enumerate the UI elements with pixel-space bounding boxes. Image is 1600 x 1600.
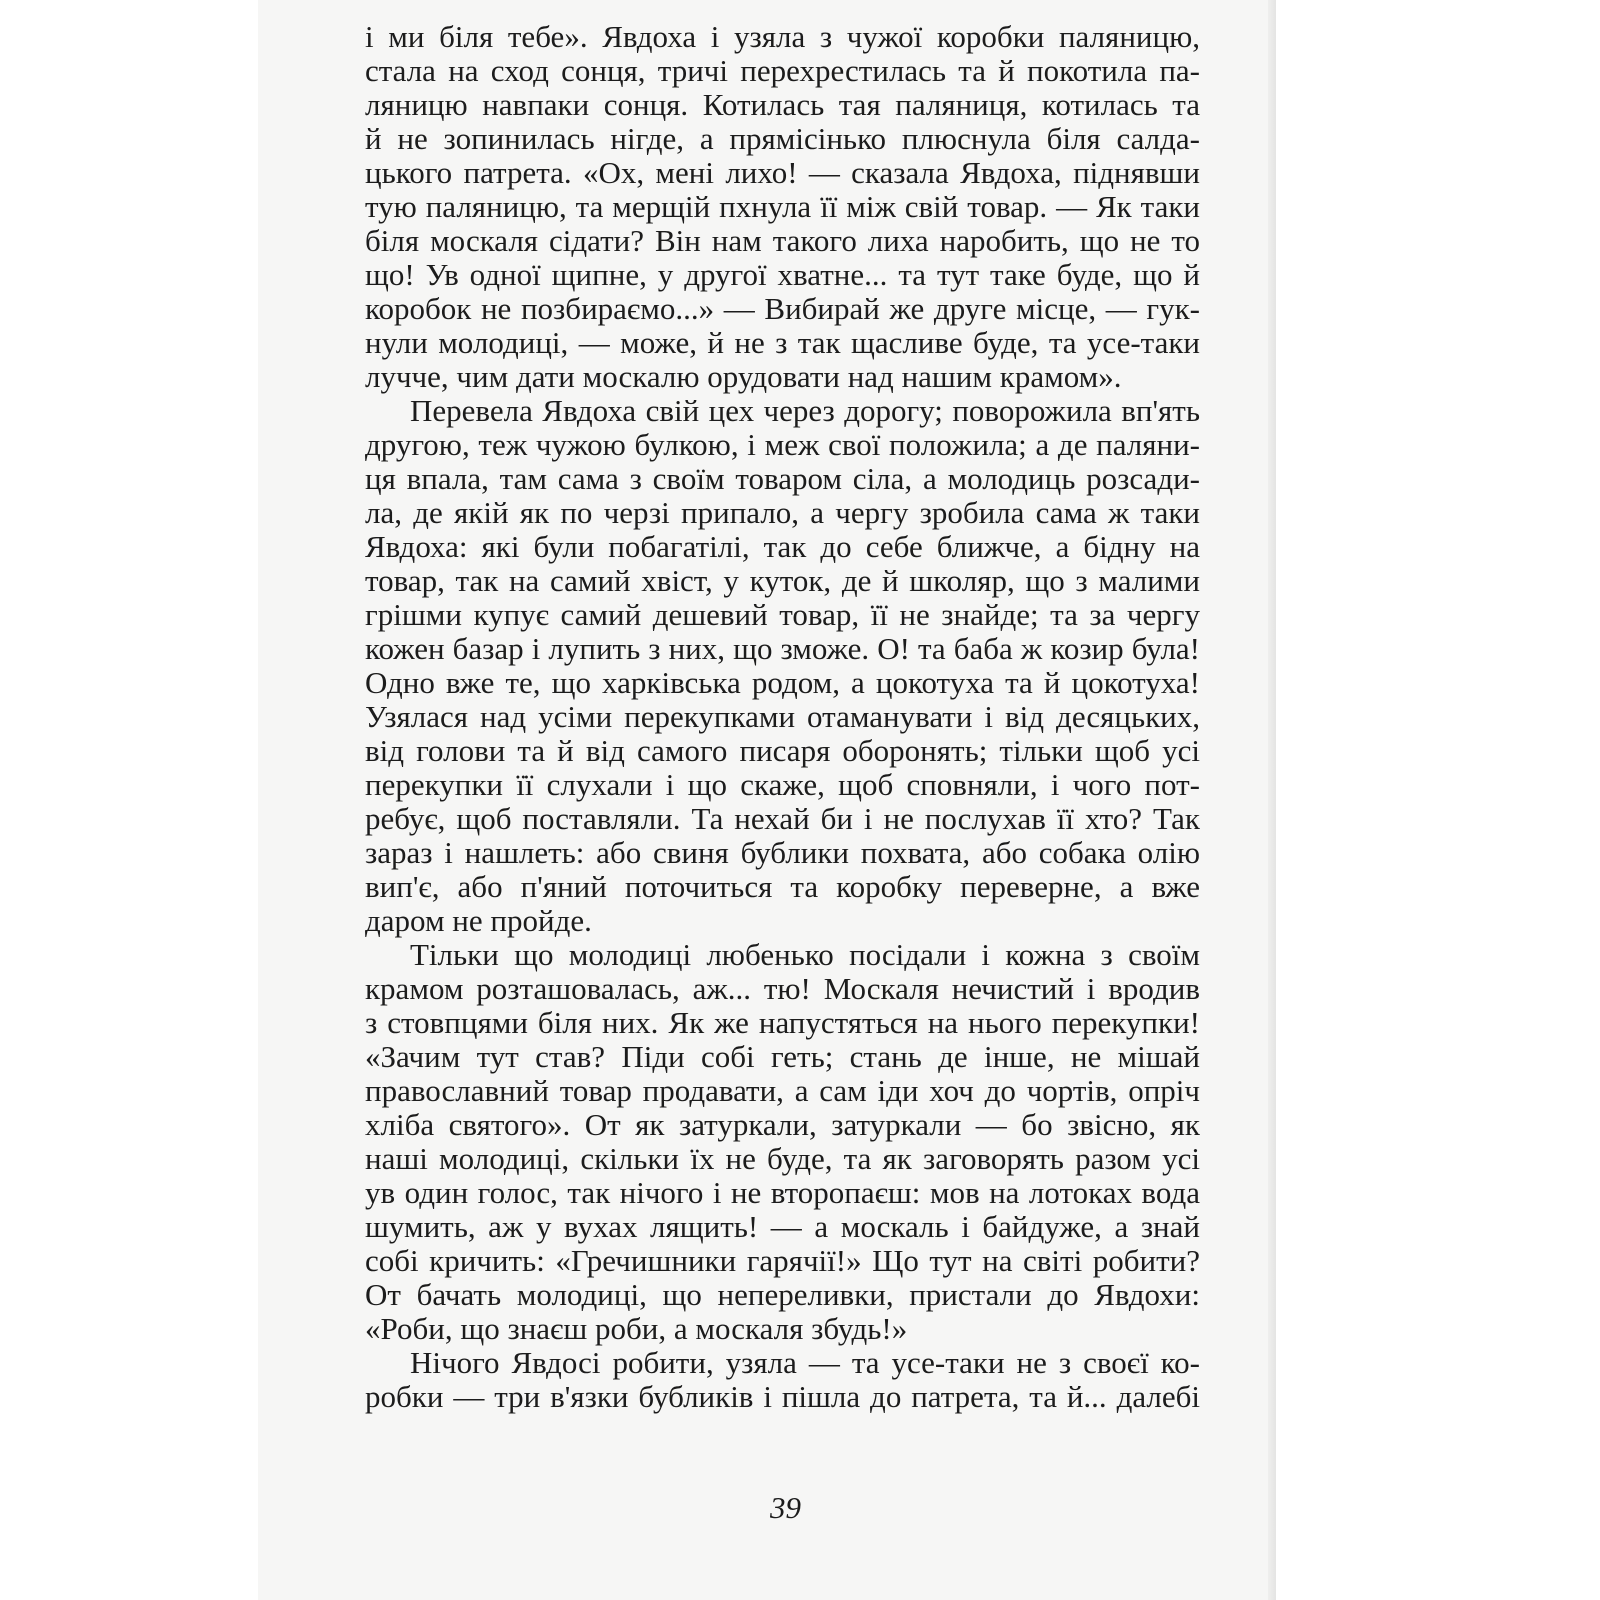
text-line: Нічого Явдосі робити, узяла — та усе-таки не з своєї ко- bbox=[410, 1345, 1200, 1380]
text-line: «Зачим тут став? Піди собі геть; стань де інше, не мішай bbox=[365, 1039, 1200, 1074]
text-line: зараз і нашлеть: або свиня бублики похвата, або собака олію bbox=[365, 835, 1200, 870]
text-line: Явдоха: які були побагатілі, так до себе ближче, а бідну на bbox=[365, 529, 1200, 564]
text-line: ребує, щоб поставляли. Та нехай би і не послухав її хто? Так bbox=[365, 801, 1200, 836]
text-line: цького патрета. «Ох, мені лихо! — сказала Явдоха, піднявши bbox=[365, 155, 1200, 190]
paragraph bbox=[365, 938, 1200, 1346]
text-line: товар, так на самий хвіст, у куток, де й школяр, що з малими bbox=[365, 563, 1200, 598]
text-line: От бачать молодиці, що непереливки, пристали до Явдохи: bbox=[365, 1277, 1200, 1312]
text-line: робки — три в'язки бубликів і пішла до патрета, та й... далебі bbox=[365, 1379, 1200, 1414]
text-line: другою, теж чужою булкою, і меж свої положила; а де паляни- bbox=[365, 427, 1200, 462]
text-line: з стовпцями біля них. Як же напустяться на нього перекупки! bbox=[365, 1005, 1200, 1040]
text-line: лучче, чим дати москалю орудовати над нашим крамом». bbox=[365, 359, 1122, 394]
text-line: й не зопинилась нігде, а прямісінько плюснула біля салда- bbox=[365, 121, 1200, 156]
text-line: тую паляницю, та мерщій пхнула її між свій товар. — Як таки bbox=[365, 189, 1200, 224]
text-line: шумить, аж у вухах лящить! — а москаль і байдуже, а знай bbox=[365, 1209, 1200, 1244]
text-line: Одно вже те, що харківська родом, а цокотуха та й цокотуха! bbox=[365, 665, 1200, 700]
text-line: ув один голос, так нічого і не второпаєш: мов на лотоках вода bbox=[365, 1175, 1200, 1210]
text-line: нули молодиці, — може, й не з так щасливе буде, та усе-таки bbox=[365, 325, 1200, 360]
text-line: що! Ув одної щипне, у другої хватне... та тут таке буде, що й bbox=[365, 257, 1200, 292]
text-line: наші молодиці, скільки їх не буде, та як заговорять разом усі bbox=[365, 1141, 1200, 1176]
text-line: ця впала, там сама з своїм товаром сіла, а молодиць розсади- bbox=[365, 461, 1200, 496]
text-line: собі кричить: «Гречишники гарячії!» Що тут на світі робити? bbox=[365, 1243, 1200, 1278]
paper-edge-shadow bbox=[1268, 0, 1276, 1600]
text-line: вип'є, або п'яний поточиться та коробку переверне, а вже bbox=[365, 869, 1200, 904]
text-line: Перевела Явдоха свій цех через дорогу; поворожила вп'ять bbox=[410, 393, 1200, 428]
page-number-label: 39 bbox=[770, 1490, 801, 1525]
text-line: коробок не позбираємо...» — Вибирай же друге місце, — гук- bbox=[365, 291, 1200, 326]
text-line: православний товар продавати, а сам іди хоч до чортів, опріч bbox=[365, 1073, 1200, 1108]
text-line: біля москаля сідати? Він нам такого лиха наробить, що не то bbox=[365, 223, 1200, 258]
text-line: даром не пройде. bbox=[365, 903, 592, 938]
text-line: крамом розташовалась, аж... тю! Москаля нечистий і вродив bbox=[365, 971, 1200, 1006]
paragraph bbox=[365, 1346, 1200, 1414]
text-line: грішми купує самий дешевий товар, її не знайде; та за чергу bbox=[365, 597, 1200, 632]
text-line: перекупки її слухали і що скаже, щоб сповняли, і чого пот- bbox=[365, 767, 1200, 802]
text-line: ляницю навпаки сонця. Котилась тая паляниця, котилась та bbox=[365, 87, 1200, 122]
text-line: ла, де якій як по черзі припало, а чергу зробила сама ж таки bbox=[365, 495, 1200, 530]
text-line: і ми біля тебе». Явдоха і узяла з чужої коробки паляницю, bbox=[365, 19, 1200, 54]
text-line: Узялася над усіми перекупками отаманувати і від десяцьких, bbox=[365, 699, 1200, 734]
text-line: стала на сход сонця, тричі перехрестилась та й покотила па- bbox=[365, 53, 1200, 88]
text-line: хліба святого». От як затуркали, затуркали — бо звісно, як bbox=[365, 1107, 1200, 1142]
body-text bbox=[365, 20, 1200, 1414]
text-line: від голови та й від самого писаря оборонять; тільки щоб усі bbox=[365, 733, 1200, 768]
text-line: кожен базар і лупить з них, що зможе. О! та баба ж козир була! bbox=[365, 631, 1200, 666]
paragraph bbox=[365, 20, 1200, 394]
text-line: Тільки що молодиці любенько посідали і кожна з своїм bbox=[410, 937, 1200, 972]
paragraph bbox=[365, 394, 1200, 938]
text-line: «Роби, що знаєш роби, а москаля збудь!» bbox=[365, 1311, 908, 1346]
